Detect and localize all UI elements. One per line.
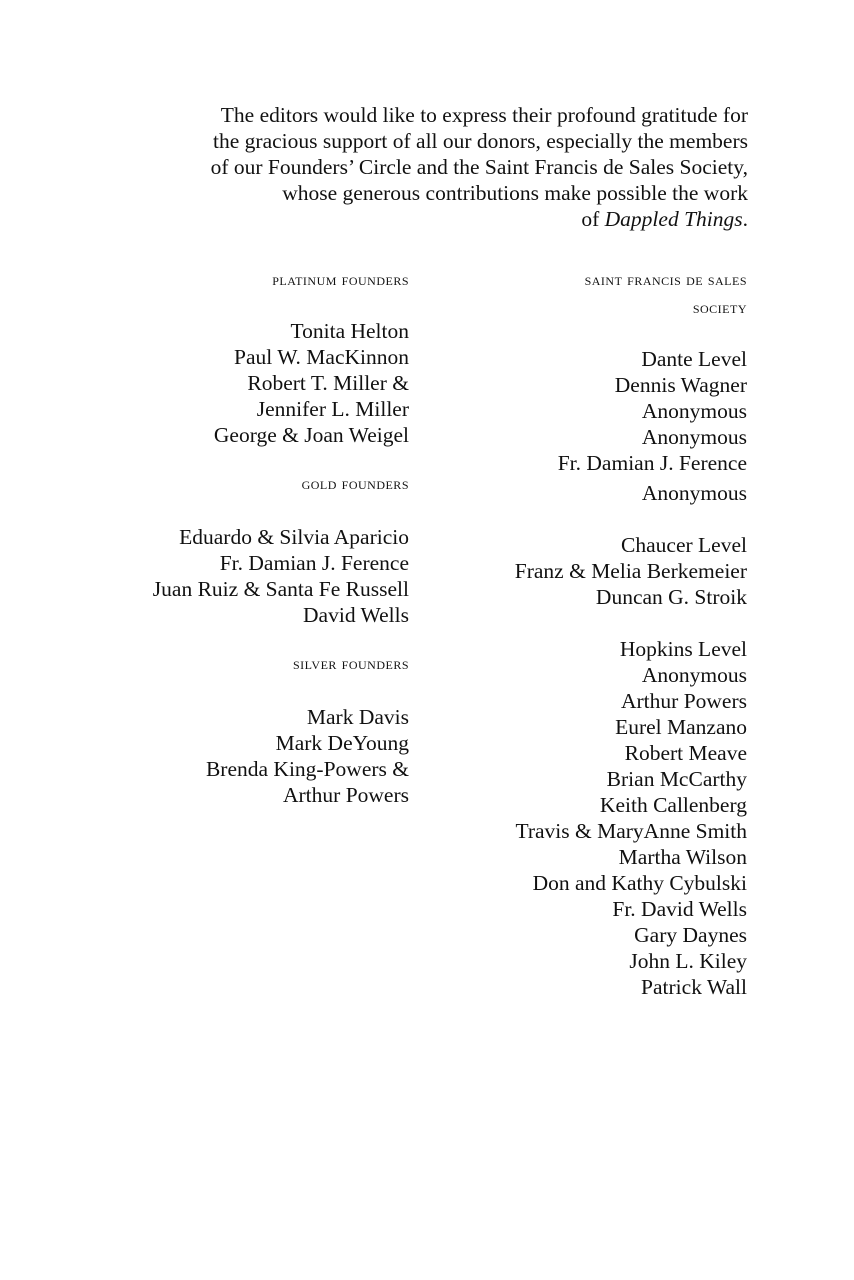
intro-line: the gracious support of all our donors, especially the members xyxy=(213,129,748,153)
donor-name: Eurel Manzano xyxy=(615,715,747,739)
society-heading-line: society xyxy=(692,298,747,317)
dante-level-list xyxy=(407,346,747,506)
intro-line-last xyxy=(120,206,748,232)
intro-last-suffix: . xyxy=(742,207,748,231)
intro-line: whose generous contributions make possible the work xyxy=(282,181,748,205)
donor-name: Keith Callenberg xyxy=(599,793,747,817)
donor-name: Fr. Damian J. Ference xyxy=(219,551,409,575)
donor-name: Juan Ruiz & Santa Fe Russell xyxy=(152,577,409,601)
level-label: Chaucer Level xyxy=(621,533,747,557)
donor-name: Mark Davis xyxy=(306,705,409,729)
donor-name: Anonymous xyxy=(641,663,747,687)
donor-name: Anonymous xyxy=(641,481,747,505)
donor-name: Dennis Wagner xyxy=(614,373,747,397)
intro-last-prefix: of xyxy=(581,207,605,231)
chaucer-level-list xyxy=(407,532,747,610)
donor-name: Travis & MaryAnne Smith xyxy=(515,819,747,843)
donor-name: Anonymous xyxy=(641,425,747,449)
gold-founders-heading: gold founders xyxy=(301,474,409,493)
donor-name: Arthur Powers xyxy=(283,783,409,807)
donor-name: Robert T. Miller & xyxy=(247,371,409,395)
society-heading xyxy=(407,266,747,322)
donor-name: Jennifer L. Miller xyxy=(256,397,409,421)
donor-name: Mark DeYoung xyxy=(275,731,409,755)
magazine-title: Dappled Things xyxy=(604,207,743,231)
donor-name: Eduardo & Silvia Aparicio xyxy=(179,525,409,549)
donor-name: George & Joan Weigel xyxy=(213,423,409,447)
donor-name: Fr. Damian J. Ference xyxy=(557,451,747,475)
donor-name: Paul W. MacKinnon xyxy=(234,345,409,369)
silver-founders-heading: silver founders xyxy=(293,654,409,673)
donor-name: Fr. David Wells xyxy=(612,897,747,921)
donor-name: Gary Daynes xyxy=(634,923,747,947)
donor-name: Brenda King-Powers & xyxy=(205,757,409,781)
hopkins-level-list xyxy=(407,636,747,1000)
donor-name: Tonita Helton xyxy=(290,319,409,343)
donor-name: Don and Kathy Cybulski xyxy=(532,871,747,895)
society-column xyxy=(407,266,747,1000)
platinum-founders-heading: platinum founders xyxy=(272,270,409,289)
level-label: Hopkins Level xyxy=(619,637,747,661)
donor-name: Franz & Melia Berkemeier xyxy=(514,559,747,583)
donor-name: Anonymous xyxy=(641,399,747,423)
founders-column xyxy=(89,266,409,808)
intro-paragraph xyxy=(120,102,748,232)
society-heading-line: saint francis de sales xyxy=(584,270,747,289)
silver-founders-list xyxy=(89,704,409,808)
donor-name: Martha Wilson xyxy=(618,845,747,869)
donor-name: John L. Kiley xyxy=(629,949,747,973)
donor-name: Brian McCarthy xyxy=(606,767,747,791)
gold-founders-list xyxy=(89,524,409,628)
intro-line: The editors would like to express their profound gratitude for xyxy=(220,103,748,127)
donor-name: David Wells xyxy=(303,603,409,627)
intro-line: of our Founders’ Circle and the Saint Francis de Sales Society, xyxy=(210,155,748,179)
donor-name: Arthur Powers xyxy=(621,689,747,713)
donor-name: Duncan G. Stroik xyxy=(595,585,747,609)
platinum-founders-list xyxy=(89,318,409,448)
level-label: Dante Level xyxy=(641,347,747,371)
donor-name: Patrick Wall xyxy=(641,975,747,999)
donor-name: Robert Meave xyxy=(624,741,747,765)
